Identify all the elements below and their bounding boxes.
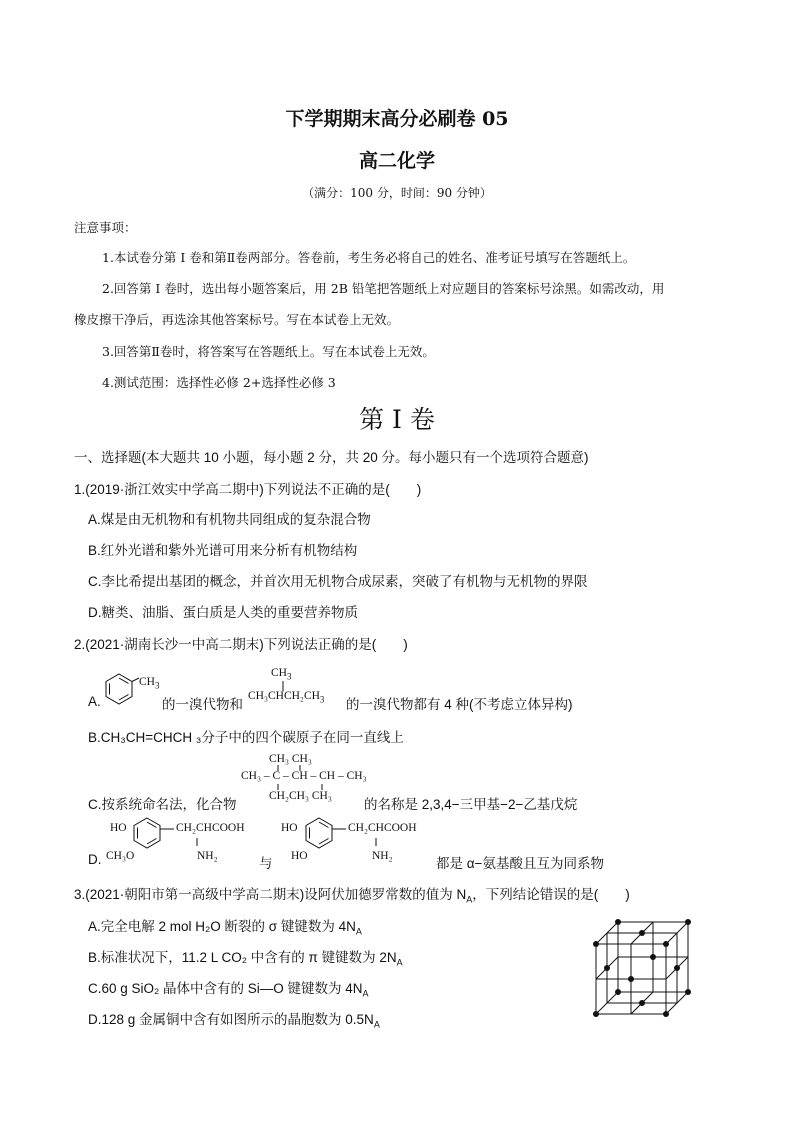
subject-title: 高二化学	[358, 150, 435, 172]
right-molecule-side-chain: CH₂CHCOOH	[348, 822, 417, 834]
compound-c-top: CH₃ CH₃	[269, 753, 312, 765]
exam-info: （满分：100 分，时间：90 分钟）	[302, 186, 492, 200]
right-molecule-ho-top: HO	[281, 822, 298, 834]
toluene-benzene-ring	[102, 672, 136, 706]
methylbutane-chain: $CH_3CHCH_2CH_3$	[248, 690, 325, 705]
left-benzene-ring	[130, 816, 164, 850]
q2-option-c-tail: 的名称是 2,3,4−三甲基−2−乙基戊烷	[364, 797, 578, 812]
q1-option-c: C.李比希提出基团的概念，并首次用无机物合成尿素，突破了有机物与无机物的界限	[88, 574, 588, 589]
crystal-cell-figure	[592, 918, 692, 1018]
q1-option-a: A.煤是由无机物和有机物共同组成的复杂混合物	[88, 512, 371, 527]
methylbutane-top-ch3: $CH_3$	[271, 667, 292, 682]
q2-option-d-and: 与	[259, 856, 273, 871]
compound-c-bonds	[276, 765, 306, 795]
q3-option-a: A.完全电解 2 mol H₂O 断裂的 σ 键键数为 $4N_A$	[88, 919, 362, 937]
note-item-1: 1.本试卷分第 Ⅰ 卷和第Ⅱ卷两部分。答卷前，考生务必将自己的姓名、准考证号填写在答题纸上。	[102, 250, 636, 265]
left-molecule-ch3o: CH₃O	[106, 850, 135, 862]
q3-option-c: C.60 g SiO₂ 晶体中含有的 Si—O 键键数为 $4N_A$	[88, 981, 369, 999]
compound-c-main: CH₃ ‒ C ‒ CH ‒ CH ‒ CH₃	[241, 770, 367, 782]
toluene-ch3: $CH_3$	[139, 676, 160, 691]
compound-c-bottom: CH₂CH₃ CH₃	[269, 790, 332, 802]
right-molecule-ho-bottom: HO	[291, 850, 308, 862]
notes-heading: 注意事项：	[74, 220, 137, 235]
section-title: 第 I 卷	[359, 405, 435, 434]
left-molecule-side-chain: CH₂CHCOOH	[176, 822, 245, 834]
q2-option-a-label: A.	[88, 694, 101, 709]
q2-stem: 2.(2021·湖南长沙一中高二期末)下列说法正确的是( )	[74, 637, 408, 652]
q3-stem: 3.(2021·朝阳市第一高级中学高二期末)设阿伏加德罗常数的值为 $N_A$，下列结论错误的是( )	[74, 887, 630, 905]
q1-option-d: D.糖类、油脂、蛋白质是人类的重要营养物质	[88, 605, 358, 620]
note-item-2a: 2.回答第 Ⅰ 卷时，选出每小题答案后，用 2B 铅笔把答题纸上对应题目的答案标号涂黑。如需改动，用	[102, 281, 665, 296]
note-item-3: 3.回答第Ⅱ卷时，将答案写在答题纸上。写在本试卷上无效。	[102, 344, 435, 359]
q2-option-a-tail: 的一溴代物都有 4 种(不考虑立体异构)	[346, 697, 573, 712]
q1-option-b: B.红外光谱和紫外光谱可用来分析有机物结构	[88, 543, 358, 558]
right-molecule-nh2: NH₂	[372, 850, 393, 862]
q2-option-d-tail: 都是 α−氨基酸且互为同系物	[436, 856, 604, 871]
left-molecule-ho: HO	[110, 822, 127, 834]
q2-option-a-mid: 的一溴代物和	[162, 697, 243, 712]
right-benzene-ring	[302, 816, 336, 850]
q3-option-d: D.128 g 金属铜中含有如图所示的晶胞数为 $0.5N_A$	[88, 1012, 380, 1030]
q1-stem: 1.(2019·浙江效实中学高二期中)下列说法不正确的是( )	[74, 482, 422, 497]
q2-option-d-label: D.	[88, 852, 102, 867]
section-intro: 一、选择题(本大题共 10 小题，每小题 2 分，共 20 分。每小题只有一个选项符合题意)	[74, 450, 589, 465]
q3-option-b: B.标准状况下，11.2 L CO₂ 中含有的 π 键键数为 $2N_A$	[88, 950, 403, 968]
left-molecule-nh2: NH₂	[197, 850, 218, 862]
q2-option-b: B.CH₃CH=CHCH ₃分子中的四个碳原子在同一直线上	[88, 730, 404, 745]
q2-option-c-label: C.按系统命名法，化合物	[88, 797, 237, 812]
note-item-2b: 橡皮擦干净后，再选涂其他答案标号。写在本试卷上无效。	[74, 312, 400, 327]
paper-title: 下学期期末高分必刷卷 05	[285, 108, 509, 130]
note-item-4: 4.测试范围：选择性必修 2+选择性必修 3	[102, 375, 336, 390]
